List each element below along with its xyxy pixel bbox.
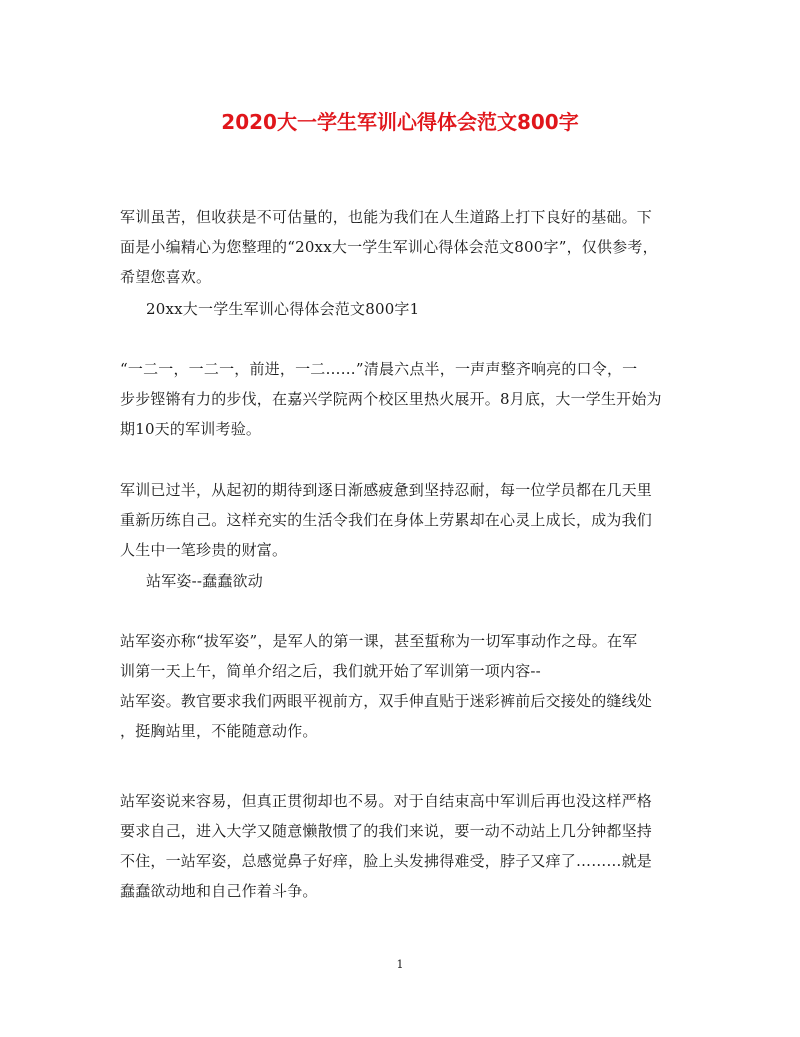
paragraph-line: 要求自己，进入大学又随意懒散惯了的我们来说，要一动不动站上几分钟都坚持 (120, 822, 653, 840)
section-heading: 站军姿--蠢蠢欲动 (146, 572, 263, 590)
paragraph-line: 重新历练自己。这样充实的生活令我们在身体上劳累却在心灵上成长，成为我们 (120, 511, 653, 529)
paragraph-line: 面是小编精心为您整理的“20xx大一学生军训心得体会范文800字”，仅供参考， (120, 238, 658, 256)
paragraph-line: 训第一天上午，简单介绍之后，我们就开始了军训第一项内容-- (120, 662, 541, 680)
paragraph-line: 人生中一笔珍贵的财富。 (120, 541, 288, 559)
paragraph-line: 不住，一站军姿，总感觉鼻子好痒，脸上头发拂得难受，脖子又痒了………就是 (120, 852, 653, 870)
paragraph-line: 站军姿说来容易，但真正贯彻却也不易。对于自结束高中军训后再也没这样严格 (120, 792, 653, 810)
section-heading: 20xx大一学生军训心得体会范文800字1 (146, 300, 420, 318)
paragraph-line: 步步铿锵有力的步伐，在嘉兴学院两个校区里热火展开。8月底，大一学生开始为 (120, 390, 662, 408)
paragraph-line: 期10天的军训考验。 (120, 420, 262, 438)
paragraph-line: 军训已过半，从起初的期待到逐日渐感疲惫到坚持忍耐，每一位学员都在几天里 (120, 481, 653, 499)
paragraph-line: ，挺胸站里，不能随意动作。 (120, 722, 318, 740)
paragraph-line: “一二一，一二一，前进，一二……”清晨六点半，一声声整齐响亮的口令，一 (120, 360, 638, 378)
paragraph-line: 蠢蠢欲动地和自己作着斗争。 (120, 882, 318, 900)
document-title: 2020大一学生军训心得体会范文800字 (221, 110, 579, 134)
paragraph-line: 希望您喜欢。 (120, 268, 212, 286)
page-number: 1 (396, 958, 404, 971)
paragraph-line: 站军姿亦称“拔军姿”，是军人的第一课，甚至蜇称为一切军事动作之母。在军 (120, 632, 638, 650)
paragraph-line: 军训虽苦，但收获是不可估量的，也能为我们在人生道路上打下良好的基础。下 (120, 208, 653, 226)
paragraph-line: 站军姿。教官要求我们两眼平视前方，双手伸直贴于迷彩裤前后交接处的缝线处 (120, 692, 653, 710)
